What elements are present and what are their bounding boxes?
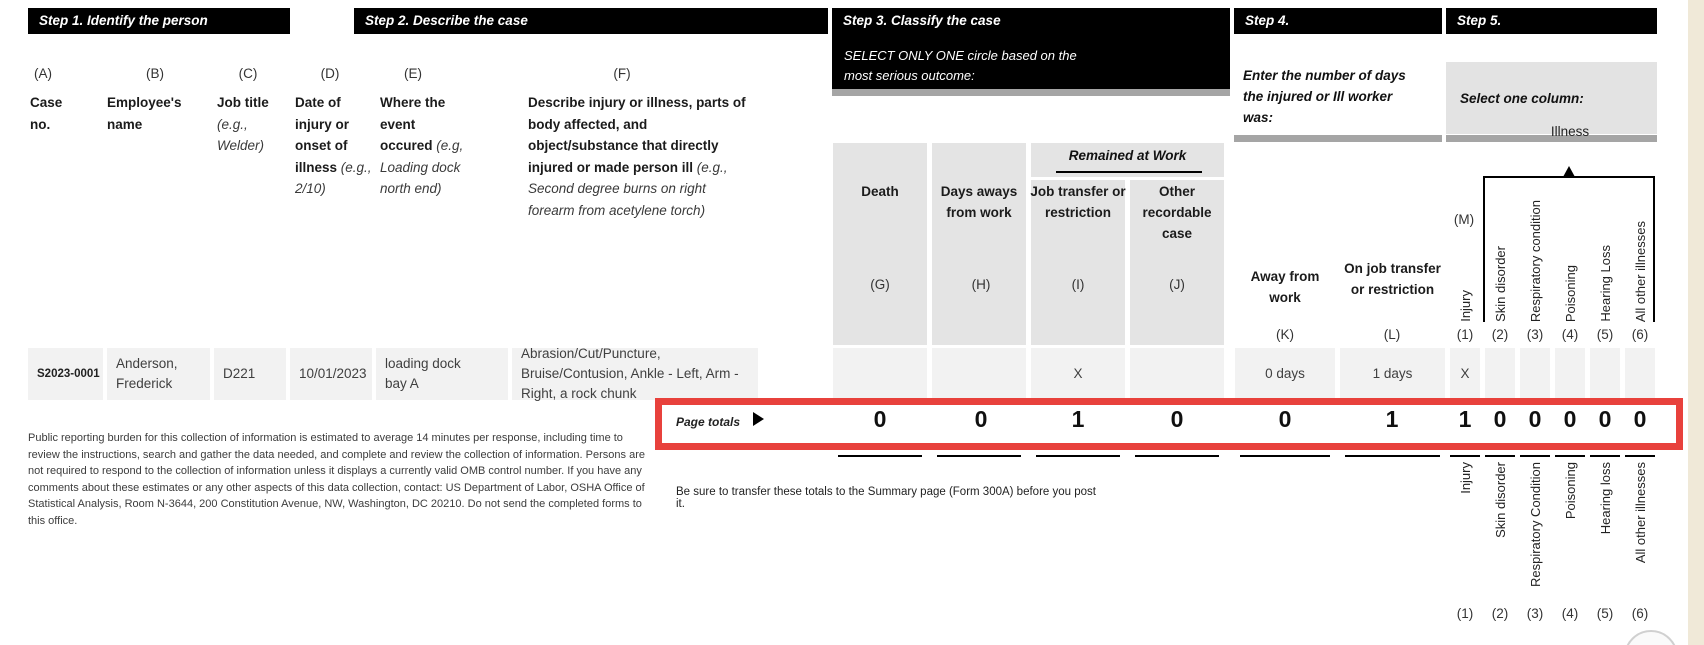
total-transfer-days: 1 xyxy=(1385,406,1399,432)
floating-button-partial[interactable] xyxy=(1624,630,1678,645)
col-title-job-title: Job title (e.g., Welder) xyxy=(217,95,269,153)
col-hint-date: (e.g., 2/10) xyxy=(295,159,372,196)
column-strip-death xyxy=(833,143,927,345)
row-cell-transfer-days-count[interactable]: 1 days xyxy=(1340,348,1445,400)
illness-group-label: Illness xyxy=(1550,124,1590,139)
illness-col-respiratory: Respiratory condition xyxy=(1527,199,1543,322)
step1-header-bar xyxy=(28,8,290,34)
total-underline-m5 xyxy=(1590,455,1620,457)
step4-title: Step 4. xyxy=(1245,13,1290,28)
bottom-illness-injury: Injury xyxy=(1457,462,1473,494)
total-underline-m4 xyxy=(1555,455,1585,457)
col-letter-h: (H) xyxy=(971,277,991,292)
row-cell-job-transfer[interactable]: X xyxy=(1031,348,1125,400)
row-cell-description[interactable]: Abrasion/Cut/Puncture, Bruise/Contusion, Ankle - Left, Arm - Right, a rock chunk xyxy=(512,348,758,400)
row-cell-illness-poisoning[interactable] xyxy=(1555,348,1585,400)
col-hint-job-title: (e.g., Welder) xyxy=(217,116,265,153)
col-letter-l: (L) xyxy=(1383,327,1401,342)
row-cell-illness-other[interactable] xyxy=(1625,348,1655,400)
bottom-number-6: (6) xyxy=(1631,606,1649,621)
bottom-illness-poisoning: Poisoning xyxy=(1562,462,1578,520)
row-cell-illness-skin[interactable] xyxy=(1485,348,1515,400)
col-head-death: Death xyxy=(861,184,899,199)
total-away-days: 0 xyxy=(1278,406,1292,432)
col-number-5: (5) xyxy=(1596,327,1614,342)
col-letter-a: (A) xyxy=(34,66,52,81)
total-underline-m6 xyxy=(1625,455,1655,457)
step5-header-bar xyxy=(1446,8,1657,34)
illness-col-injury: Injury xyxy=(1457,290,1473,322)
total-underline-i xyxy=(1036,455,1120,457)
total-all-other: 0 xyxy=(1633,406,1647,432)
col-letter-b: (B) xyxy=(146,66,164,81)
bottom-illness-hearing: Hearing loss xyxy=(1597,462,1613,535)
col-number-1: (1) xyxy=(1456,327,1474,342)
col-letter-g: (G) xyxy=(870,277,890,292)
total-underline-m1 xyxy=(1450,455,1480,457)
col-title-where: Where the event occured (e.g, Loading dock north end) xyxy=(380,95,464,196)
row-cell-other-recordable[interactable] xyxy=(1130,348,1224,400)
row-cell-job-title[interactable]: D221 xyxy=(214,348,286,400)
bottom-illness-skin: Skin disorder xyxy=(1492,462,1508,538)
step5-instruction: Select one column: xyxy=(1460,90,1584,106)
col-letter-f: (F) xyxy=(613,66,631,81)
step4-instruction: Enter the number of days the injured or Ill worker was: xyxy=(1243,68,1406,125)
col-head-away-from-work: Away from work xyxy=(1250,269,1320,305)
step2-title: Step 2. Describe the case xyxy=(365,13,528,28)
step5-title: Step 5. xyxy=(1457,13,1502,28)
col-number-6: (6) xyxy=(1631,327,1649,342)
step1-title: Step 1. Identify the person xyxy=(39,13,208,28)
column-strip-days-away xyxy=(932,143,1026,345)
remained-at-work-header: Remained at Work xyxy=(1031,143,1224,177)
total-underline-g xyxy=(838,455,922,457)
col-letter-j: (J) xyxy=(1169,277,1185,292)
col-number-2: (2) xyxy=(1491,327,1509,342)
step3-note-line2: most serious outcome: xyxy=(844,68,975,83)
bottom-number-3: (3) xyxy=(1526,606,1544,621)
row-cell-illness-respiratory[interactable] xyxy=(1520,348,1550,400)
row-cell-days-away[interactable] xyxy=(932,348,1026,400)
total-underline-m2 xyxy=(1485,455,1515,457)
bottom-illness-respiratory: Respiratory Condition xyxy=(1527,462,1543,588)
col-letter-i: (I) xyxy=(1071,277,1085,292)
bottom-number-2: (2) xyxy=(1491,606,1509,621)
col-number-4: (4) xyxy=(1561,327,1579,342)
step3-title: Step 3. Classify the case xyxy=(843,13,1001,28)
row-cell-days-away-count[interactable]: 0 days xyxy=(1235,348,1335,400)
total-other-recordable: 0 xyxy=(1170,406,1184,432)
paperwork-burden-text: Public reporting burden for this collection of information is estimated to average 14 minutes per response, including time to review the instructions, search and gather the data needed, and complete and review the collection of information. Persons are not required to respond to the collection of information unless it displays a currently valid OMB control number. If you have any comments about these estimates or any other aspects of this data collection, contact: US Department of Labor, OSHA Office of Statistical Analysis, Room N-3644, 200 Constitution Avenue, NW, Washington, DC 20210. Do not send the completed forms to this office. xyxy=(28,432,645,527)
step3-note-line1: SELECT ONLY ONE circle based on the xyxy=(844,48,1077,63)
total-poisoning: 0 xyxy=(1563,406,1577,432)
col-number-3: (3) xyxy=(1526,327,1544,342)
total-job-transfer: 1 xyxy=(1071,406,1085,432)
col-letter-e: (E) xyxy=(404,66,422,81)
col-hint-describe: (e.g., Second degree burns on right forearm from acetylene torch) xyxy=(528,159,728,218)
col-head-other-recordable: Other recordable case xyxy=(1142,184,1212,241)
total-injury: 1 xyxy=(1458,406,1472,432)
col-title-date: Date of injury or onset of illness (e.g., 2/10) xyxy=(295,95,372,196)
step3-divider-bar xyxy=(832,89,1230,96)
col-letter-d: (D) xyxy=(320,66,340,81)
col-title-case-no: Case no. xyxy=(30,95,63,132)
total-respiratory: 0 xyxy=(1528,406,1542,432)
row-cell-case-no[interactable]: S2023-0001 xyxy=(28,348,103,400)
total-hearing: 0 xyxy=(1598,406,1612,432)
total-underline-m3 xyxy=(1520,455,1550,457)
step2-header-bar xyxy=(354,8,828,34)
col-letter-k: (K) xyxy=(1276,327,1294,342)
col-hint-where: (e.g, Loading dock north end) xyxy=(380,138,464,196)
total-underline-l xyxy=(1345,455,1440,457)
total-death: 0 xyxy=(873,406,887,432)
bottom-number-4: (4) xyxy=(1561,606,1579,621)
col-letter-c: (C) xyxy=(238,66,258,81)
total-underline-k xyxy=(1240,455,1330,457)
step3-header-bar xyxy=(832,8,1230,89)
bottom-illness-other: All other illnesses xyxy=(1632,462,1648,564)
row-cell-employee-name[interactable]: Anderson, Frederick xyxy=(107,348,210,400)
row-cell-death[interactable] xyxy=(833,348,927,400)
col-letter-m: (M) xyxy=(1453,212,1475,227)
page-totals-arrow-icon xyxy=(753,412,764,426)
col-title-describe: Describe injury or illness, parts of body affected, and object/substance that directly injured or made person ill (e.g., Second degree burns on right forearm from acetylene torch) xyxy=(528,95,746,218)
total-underline-h xyxy=(937,455,1021,457)
bottom-number-5: (5) xyxy=(1596,606,1614,621)
row-cell-date[interactable]: 10/01/2023 xyxy=(290,348,372,400)
col-head-job-transfer: Job transfer or restriction xyxy=(1030,184,1126,220)
row-cell-illness-hearing[interactable] xyxy=(1590,348,1620,400)
total-underline-j xyxy=(1135,455,1219,457)
step4-divider-bar xyxy=(1234,135,1442,142)
illness-col-all-other: All other illnesses xyxy=(1632,220,1648,322)
col-head-days-away: Days aways from work xyxy=(940,184,1018,220)
total-days-away: 0 xyxy=(974,406,988,432)
remained-at-work-underline xyxy=(1056,171,1202,173)
illness-col-hearing-loss: Hearing Loss xyxy=(1597,245,1613,322)
step4-header-bar xyxy=(1234,8,1442,34)
illness-col-poisoning: Poisoning xyxy=(1562,264,1578,322)
right-edge-strip xyxy=(1688,0,1704,645)
row-cell-location[interactable]: loading dock bay A xyxy=(376,348,508,400)
bottom-number-1: (1) xyxy=(1456,606,1474,621)
col-head-on-job-transfer: On job transfer or restriction xyxy=(1344,261,1441,297)
illness-col-skin-disorder: Skin disorder xyxy=(1492,246,1508,322)
page-totals-label: Page totals xyxy=(676,415,741,429)
row-cell-illness-injury[interactable]: X xyxy=(1450,348,1480,400)
total-skin: 0 xyxy=(1493,406,1507,432)
col-title-employee-name: Employee's name xyxy=(107,95,182,132)
transfer-totals-note: Be sure to transfer these totals to the Summary page (Form 300A) before you post it. xyxy=(676,486,1096,510)
